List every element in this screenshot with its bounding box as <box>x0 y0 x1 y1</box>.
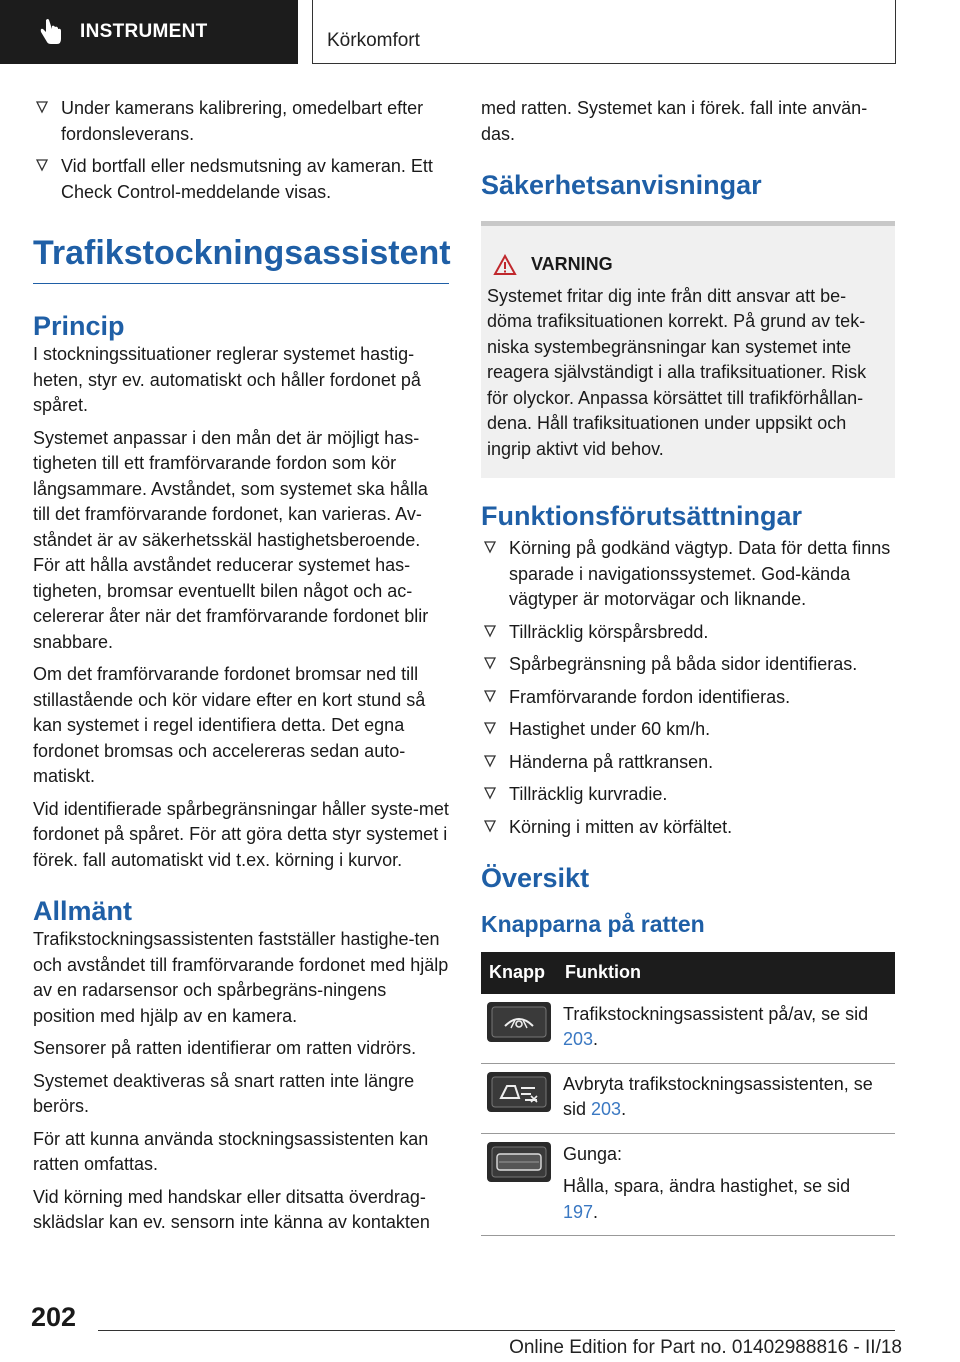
page-link[interactable]: 203 <box>591 1099 622 1119</box>
edition-text: Online Edition for Part no. 01402988816 - II/18 <box>509 1337 902 1358</box>
general-paragraph: Systemet deaktiveras så snart ratten inte längre berörs. <box>33 1070 415 1116</box>
warning-text: Systemet fritar dig inte från ditt ansvar att be-döma trafiksituationen korrekt. På grund av tek-niska systembegränsningar kan systemet inte reagera självständigt i alla trafiksituationer. Risk för olyckor. Anpassa körsättet till trafikförhållan-dena. Håll trafiksituationen under uppsikt och ingrip aktivt vid behov. <box>487 285 867 459</box>
table-row: Avbryta trafikstockningsassistenten, se sid 203. <box>481 1063 895 1133</box>
triangle-bullet-icon <box>483 540 497 554</box>
rocker-switch-icon <box>487 1142 551 1182</box>
list-item: Framförvarande fordon identifieras. <box>481 685 895 711</box>
chapter-title: Körkomfort <box>327 30 420 51</box>
page-title: Trafikstockningsassistent <box>33 233 449 284</box>
triangle-bullet-icon <box>483 656 497 670</box>
triangle-bullet-icon <box>483 786 497 800</box>
section-tab[interactable] <box>0 0 298 64</box>
principle-paragraph: Systemet anpassar i den mån det är möjligt has-tigheten till ett framförvarande fordon som kör långsammare. Avståndet, som systemet ska hålla till det framförvarande fordonet, kan varieras. Av-ståndet är av säkerhetsskäl hastighetsberoende. För att hålla avståndet reducerar systemet has-tigheten, bromsar eventuellt bilen något och ac-celererar åter när det framförvarande fordonet blir snabbare. <box>33 427 429 652</box>
table-header-row <box>481 952 895 994</box>
principle-paragraph: I stockningssituationer reglerar systemet hastig-heten, styr ev. automatiskt och håller fordonet på spåret. <box>33 344 421 415</box>
assist-cancel-button-icon <box>487 1072 551 1112</box>
list-item: Körning i mitten av körfältet. <box>481 815 895 841</box>
requirements-list <box>481 536 895 840</box>
triangle-bullet-icon <box>35 158 49 172</box>
warning-label: VARNING <box>531 254 613 274</box>
bullet-list-top <box>33 96 449 205</box>
button-function-table <box>481 952 895 1236</box>
buttons-subheading: Knapparna på ratten <box>481 911 705 937</box>
principle-paragraph: Om det framförvarande fordonet bromsar ned till stillastående och kör vidare efter en kort stund så kan systemet i regel identifiera detta. Det egna fordonet bromsas och accelereras sedan auto-matiskt. <box>33 664 426 786</box>
column-header-button: Knapp <box>481 952 557 994</box>
requirements-heading: Funktionsförutsättningar <box>481 501 802 531</box>
overview-heading: Översikt <box>481 863 590 893</box>
list-item: Spårbegränsning på båda sidor identifieras. <box>481 652 895 678</box>
list-item: Körning på godkänd vägtyp. Data för detta finns sparade i navigationssystemet. God-kända vägtyper är motorvägar och liknande. <box>481 536 895 613</box>
table-row: Gunga: Hålla, spara, ändra hastighet, se sid 197. <box>481 1133 895 1236</box>
safety-heading: Säkerhetsanvisningar <box>481 170 762 200</box>
warning-title <box>493 252 887 278</box>
list-item: Vid bortfall eller nedsmutsning av kameran. Ett Check Control-meddelande visas. <box>33 154 449 205</box>
left-column <box>33 96 449 1243</box>
triangle-bullet-icon <box>483 624 497 638</box>
principle-heading: Princip <box>33 311 125 341</box>
list-item: Händerna på rattkransen. <box>481 750 895 776</box>
triangle-bullet-icon <box>35 100 49 114</box>
section-label: INSTRUMENT <box>80 21 208 42</box>
footer-divider <box>98 1330 895 1331</box>
general-paragraph: Trafikstockningsassistenten fastställer hastighe-ten och avståndet till framförvarande fordonet med hjälp av en radarsensor och spårbegräns-ningens position med hjälp av en kamera. <box>33 929 449 1026</box>
steering-assist-button-icon <box>487 1002 551 1042</box>
warning-box <box>481 221 895 478</box>
page-link[interactable]: 197 <box>563 1201 594 1222</box>
warning-triangle-icon <box>493 254 517 276</box>
general-paragraph: Sensorer på ratten identifierar om ratten vidrörs. <box>33 1038 417 1058</box>
list-item: Tillräcklig körspårsbredd. <box>481 620 895 646</box>
continued-paragraph: med ratten. Systemet kan i förek. fall inte använ-das. <box>481 98 868 144</box>
triangle-bullet-icon <box>483 754 497 768</box>
list-item: Under kamerans kalibrering, omedelbart efter fordonsleverans. <box>33 96 449 147</box>
table-row: Trafikstockningsassistent på/av, se sid 203. <box>481 994 895 1064</box>
triangle-bullet-icon <box>483 819 497 833</box>
list-item: Hastighet under 60 km/h. <box>481 717 895 743</box>
general-heading: Allmänt <box>33 896 133 926</box>
page-number: 202 <box>31 1302 77 1332</box>
triangle-bullet-icon <box>483 689 497 703</box>
column-header-function: Funktion <box>557 952 895 994</box>
page-link[interactable]: 203 <box>563 1029 594 1049</box>
triangle-bullet-icon <box>483 721 497 735</box>
general-paragraph: Vid körning med handskar eller ditsatta överdrag-sklädslar kan ev. sensorn inte känna av kontakten <box>33 1186 430 1232</box>
right-column <box>481 96 895 1236</box>
principle-paragraph: Vid identifierade spårbegränsningar håller syste-met fordonet på spåret. För att göra detta styr systemet i förek. fall automatiskt vid t.ex. körning i kurvor. <box>33 798 449 870</box>
hand-pointer-icon <box>38 17 68 47</box>
general-paragraph: För att kunna använda stockningsassistenten kan ratten omfattas. <box>33 1128 429 1174</box>
list-item: Tillräcklig kurvradie. <box>481 782 895 808</box>
chapter-header <box>312 0 896 64</box>
